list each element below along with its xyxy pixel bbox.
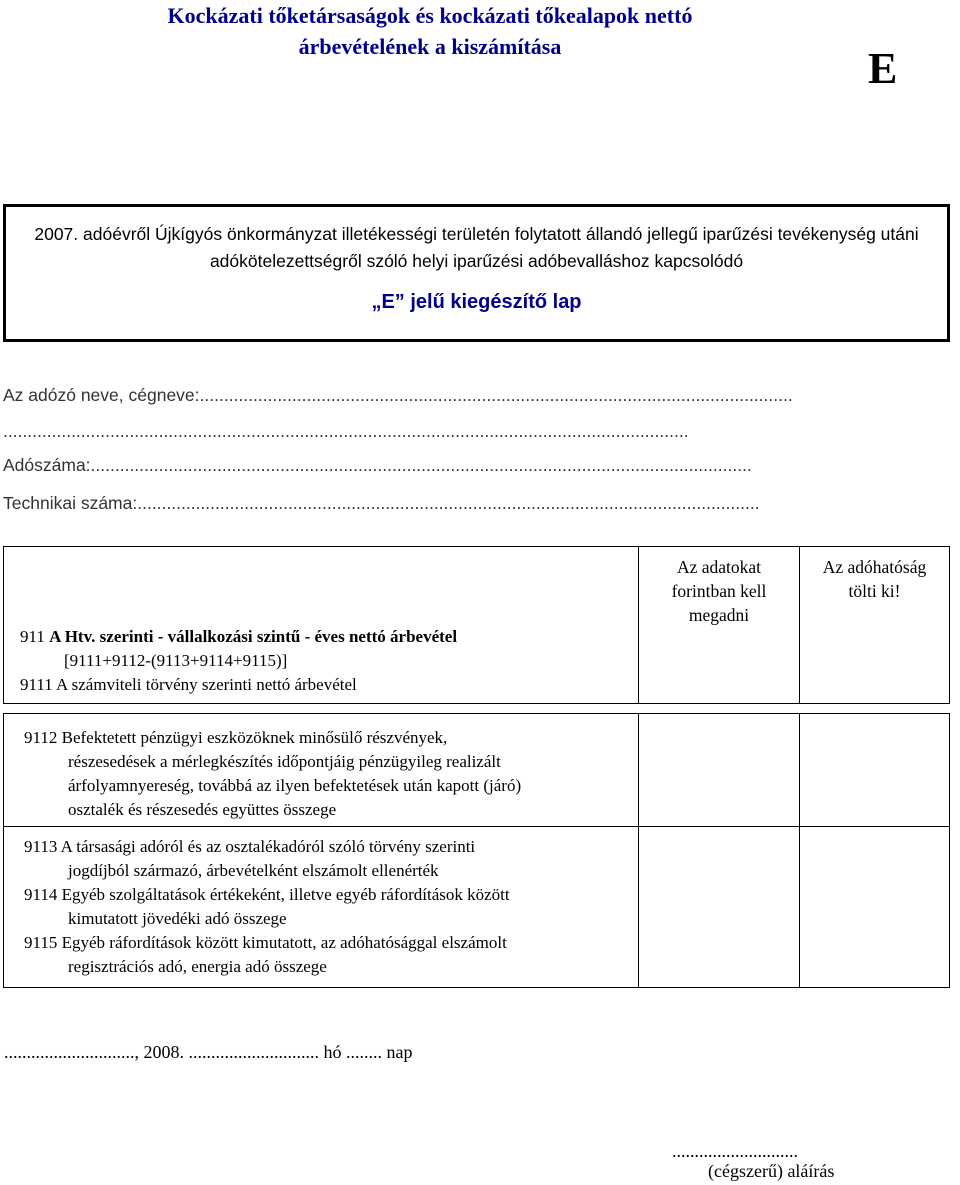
- row-9114-line1: 9114 Egyéb szolgáltatások értékeként, illetve egyéb ráfordítások között: [24, 885, 510, 904]
- form-letter: E: [868, 44, 898, 93]
- taxpayer-name-dots: ..........................................................................................................................: [199, 385, 793, 405]
- technical-number-field[interactable]: [3, 493, 947, 514]
- row-9114-line2: kimutatott jövedéki adó összege: [68, 909, 287, 928]
- document-title: Kockázati tőketársaságok és kockázati tőkealapok nettó árbevételének a kiszámítása: [167, 3, 693, 59]
- row-9111-label: 9111 A számviteli törvény szerinti nettó árbevétel: [20, 675, 357, 694]
- row-9112-line4: osztalék és részesedés együttes összege: [68, 800, 337, 819]
- tax-number-dots: ........................................................................................................................................: [90, 455, 752, 475]
- row-9112-line2: részesedések a mérlegkészítés időpontjáig pénzügyileg realizált: [68, 752, 501, 771]
- signature-label: (cégszerű) aláírás: [708, 1161, 835, 1181]
- row-9112-label-cell: [3, 713, 639, 827]
- declaration-box: [3, 204, 950, 342]
- row-9112-authority-cell: [799, 713, 950, 827]
- row-9115-line2: regisztrációs adó, energia adó összege: [68, 957, 327, 976]
- row-911-authority-cell: [799, 546, 950, 704]
- signature-line[interactable]: ............................: [672, 1141, 798, 1161]
- row-9113-line1: 9113 A társasági adóról és az osztalékadóról szóló törvény szerinti: [24, 837, 476, 856]
- row-9115-line1: 9115 Egyéb ráfordítások között kimutatott, az adóhatósággal elszámolt: [24, 933, 507, 952]
- taxpayer-name-label: Az adózó neve, cégneve:: [3, 385, 200, 405]
- amount-column-header: Az adatokat forintban kell megadni: [671, 557, 767, 625]
- row-911-formula: [9111+9112-(9113+9114+9115)]: [64, 651, 288, 670]
- technical-number-dots: ................................................................................................................................: [137, 493, 760, 513]
- declaration-text: 2007. adóévről Újkígyós önkormányzat illetékességi területén folytatott állandó jellegű iparűzési tevékenység utáni adókötelezettségről szóló helyi iparűzési adóbevalláshoz kapcsolódó: [34, 224, 919, 271]
- supplement-title: „E” jelű kiegészítő lap: [371, 291, 582, 313]
- row-911-amount-cell[interactable]: [638, 546, 800, 704]
- taxpayer-name-field[interactable]: [3, 385, 947, 406]
- tax-number-label: Adószáma:: [3, 455, 91, 475]
- row-9113-line2: jogdíjból származó, árbevételként elszámolt ellenérték: [68, 861, 439, 880]
- technical-number-label: Technikai száma:: [3, 493, 138, 513]
- row-911-label-cell: [3, 546, 639, 704]
- taxpayer-name-continuation[interactable]: .............................................................................................................................................: [3, 421, 689, 441]
- row-9112-line3: árfolyamnyereség, továbbá az ilyen befektetések után kapott (járó): [68, 776, 522, 795]
- row-911-code: 911: [20, 627, 45, 646]
- authority-column-header: Az adóhatóság tölti ki!: [822, 557, 927, 601]
- row-911-title: A Htv. szerinti - vállalkozási szintű - éves nettó árbevétel: [49, 627, 458, 646]
- date-line[interactable]: ............................., 2008. ............................. hó ........ nap: [4, 1042, 413, 1062]
- tax-number-field[interactable]: [3, 455, 947, 476]
- row-9113-label-cell: [3, 826, 639, 988]
- row-9113-amount-cell[interactable]: [638, 826, 800, 988]
- row-9112-line1: 9112 Befektetett pénzügyi eszközöknek minősülő részvények,: [24, 728, 448, 747]
- row-9113-authority-cell: [799, 826, 950, 988]
- row-9112-amount-cell[interactable]: [638, 713, 800, 827]
